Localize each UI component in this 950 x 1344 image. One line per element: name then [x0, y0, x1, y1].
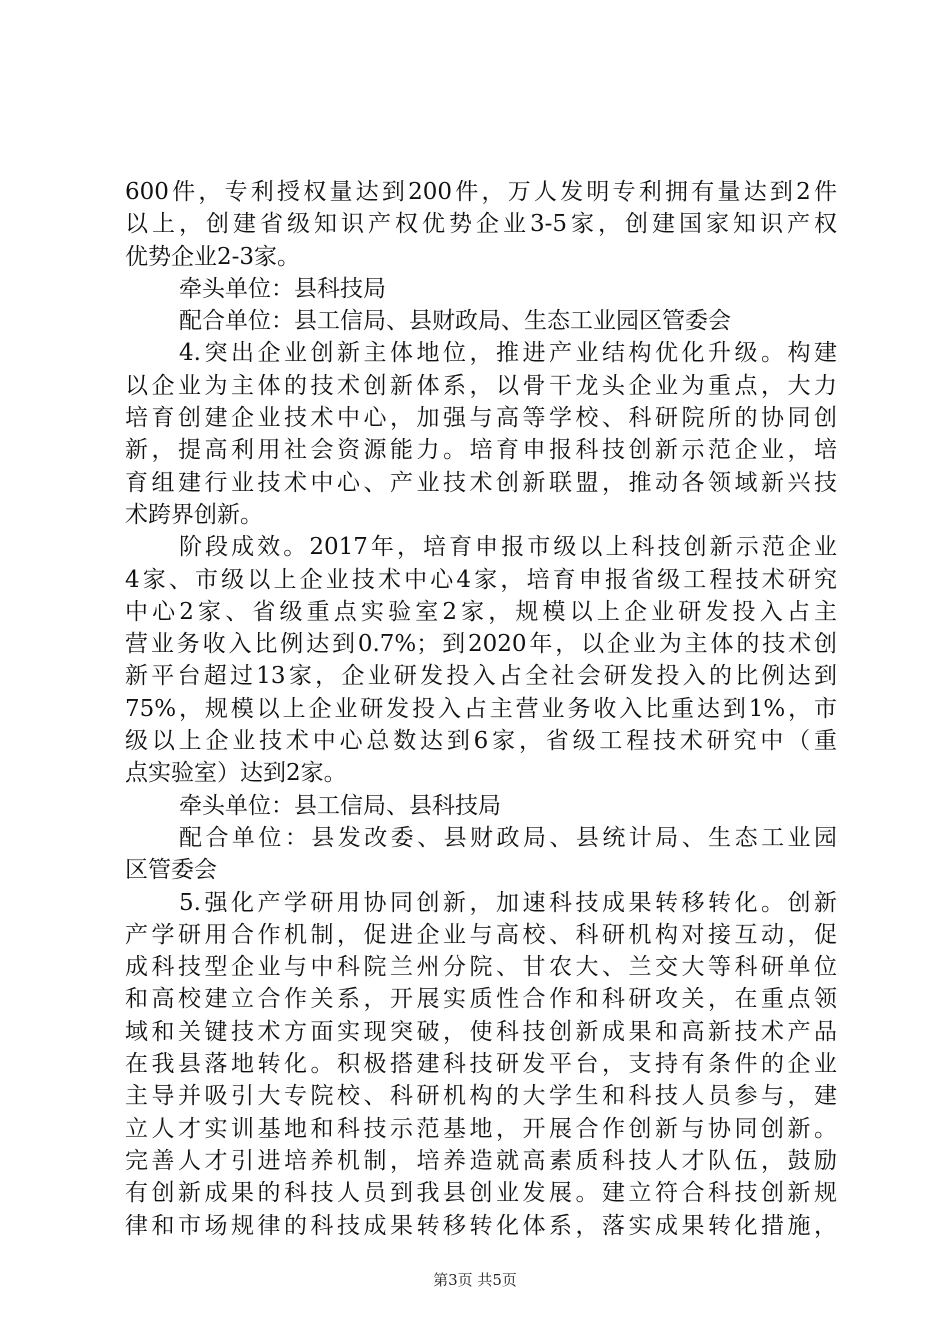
text-line: 完善人才引进培养机制，培养造就高素质科技人才队伍，鼓励 — [125, 1147, 837, 1174]
text-line: 牵头单位：县工信局、县科技局 — [179, 792, 501, 819]
text-line: 优势企业2-3家。 — [125, 243, 301, 270]
text-line: 营业务收入比例达到0.7%；到2020年，以企业为主体的技术创 — [125, 631, 837, 658]
text-line: 阶段成效。2017年，培育申报市级以上科技创新示范企业 — [179, 534, 837, 561]
text-line: 600件，专利授权量达到200件，万人发明专利拥有量达到2件 — [125, 179, 837, 205]
text-line: 培育创建企业技术中心，加强与高等学校、科研院所的协同创 — [125, 405, 837, 432]
text-line: 术跨界创新。 — [125, 501, 263, 528]
text-line: 律和市场规律的科技成果转移转化体系，落实成果转化措施， — [125, 1212, 837, 1239]
text-line: 以企业为主体的技术创新体系，以骨干龙头企业为重点，大力 — [125, 372, 837, 399]
text-line: 和高校建立合作关系，开展实质性合作和科研攻关，在重点领 — [125, 986, 837, 1013]
page-number-footer: 第3页 共5页 — [433, 1271, 517, 1289]
text-line: 配合单位：县工信局、县财政局、生态工业园区管委会 — [179, 308, 731, 335]
text-line: 点实验室）达到2家。 — [125, 760, 347, 787]
text-line: 4家、市级以上企业技术中心4家，培育申报省级工程技术研究 — [125, 566, 837, 593]
text-line: 75%，规模以上企业研发投入占主营业务收入比重达到1%，市 — [125, 695, 837, 722]
text-line: 有创新成果的科技人员到我县创业发展。建立符合科技创新规 — [125, 1180, 837, 1207]
text-line: 新，提高利用社会资源能力。培育申报科技创新示范企业，培 — [125, 437, 837, 464]
text-line: 立人才实训基地和科技示范基地，开展合作创新与协同创新。 — [125, 1115, 837, 1142]
document-body — [125, 176, 837, 1242]
text-line: 5.强化产学研用协同创新，加速科技成果转移转化。创新 — [179, 889, 837, 916]
text-line: 4.突出企业创新主体地位，推进产业结构优化升级。构建 — [179, 340, 837, 367]
text-line: 域和关键技术方面实现突破，使科技创新成果和高新技术产品 — [125, 1018, 837, 1045]
text-line: 在我县落地转化。积极搭建科技研发平台，支持有条件的企业 — [125, 1051, 837, 1078]
text-line: 区管委会 — [125, 857, 217, 884]
text-line: 以上，创建省级知识产权优势企业3-5家，创建国家知识产权 — [125, 211, 837, 238]
text-line: 牵头单位：县科技局 — [179, 275, 386, 302]
text-line: 配合单位：县发改委、县财政局、县统计局、生态工业园 — [179, 824, 837, 851]
text-line: 育组建行业技术中心、产业技术创新联盟，推动各领域新兴技 — [125, 469, 837, 496]
text-line: 主导并吸引大专院校、科研机构的大学生和科技人员参与，建 — [125, 1083, 837, 1110]
text-line: 产学研用合作机制，促进企业与高校、科研机构对接互动，促 — [125, 921, 837, 948]
text-line: 成科技型企业与中科院兰州分院、甘农大、兰交大等科研单位 — [125, 954, 837, 981]
text-line: 级以上企业技术中心总数达到6家，省级工程技术研究中（重 — [125, 728, 837, 755]
text-line: 新平台超过13家，企业研发投入占全社会研发投入的比例达到 — [125, 663, 837, 690]
text-line: 中心2家、省级重点实验室2家，规模以上企业研发投入占主 — [125, 598, 837, 625]
